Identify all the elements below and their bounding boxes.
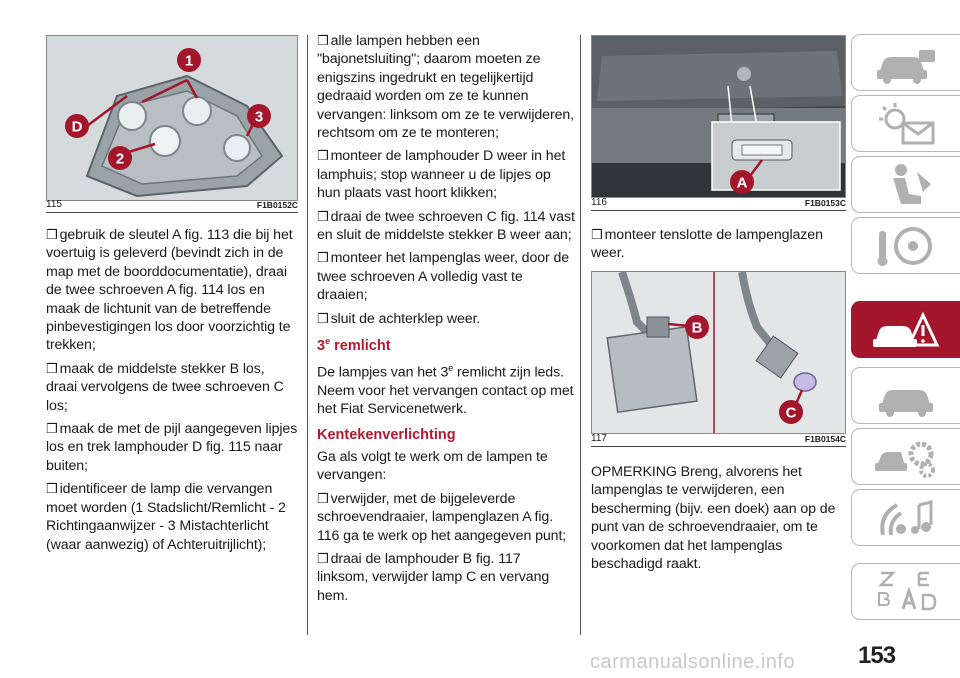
instruction-item: ❒ identificeer de lamp die vervangen moet worden (1 Stadslicht/Remlicht - 2 Richtingaanwijzer - 3 Mistachterlicht (waar aanwezig) of Achteruitrijlicht); [46, 481, 286, 553]
checkbox-bullet-icon: ❒ [317, 310, 329, 326]
figure-label-a: A [736, 174, 748, 192]
figure-115-image [46, 35, 298, 201]
figure-number: 115 [46, 199, 62, 210]
figure-label-1: 1 [184, 52, 194, 70]
figure-number: 117 [591, 433, 607, 444]
tab-warning-lights[interactable] [851, 95, 960, 152]
seat-airbag-icon [871, 162, 941, 208]
instruction-item: ❒ draai de lamphouder B fig. 117 linksom, verwijder lamp C en vervang hem. [317, 550, 550, 604]
breakdown-car-icon [871, 307, 941, 353]
figure-116-image [591, 35, 846, 198]
instruction-item: ❒ draai de twee schroeven C fig. 114 vast en sluit de middelste stekker B weer aan; [317, 208, 575, 244]
tab-starting-driving[interactable] [851, 217, 960, 274]
car-maintenance-icon [871, 373, 941, 419]
instruction-item: ❒ monteer de lamphouder D weer in het lamphuis; stop wanneer u de lipjes op hun plaats vast hoort klikken; [317, 148, 566, 202]
checkbox-bullet-icon: ❒ [317, 490, 329, 506]
figure-115-caption [46, 199, 298, 213]
tab-technical-data[interactable] [851, 428, 960, 485]
index-letters-icon [871, 569, 941, 615]
tab-safety[interactable] [851, 156, 960, 213]
column-3-note [591, 463, 846, 578]
watermark-text: carmanualsonline.info [590, 651, 796, 673]
figure-code: F1B0153C [804, 198, 846, 208]
figure-117-image [591, 271, 846, 434]
checkbox-bullet-icon: ❒ [46, 360, 58, 376]
remlicht-paragraph: De lampjes van het 3e remlicht zijn leds. Neem voor het vervangen contact op met het Fiat Servicenetwerk. [317, 362, 574, 418]
checkbox-bullet-icon: ❒ [317, 250, 329, 266]
instruction-item: ❒ monteer het lampenglas weer, door de twee schroeven A volledig vast te draaien; [317, 250, 570, 304]
figure-116-caption [591, 197, 846, 211]
checkbox-bullet-icon: ❒ [46, 421, 58, 437]
instruction-item: ❒ sluit de achterklep weer. [317, 310, 481, 327]
instruction-item: ❒ maak de middelste stekker B los, draai vervolgens de twee schroeven C los; [46, 360, 284, 414]
tab-index[interactable] [851, 563, 960, 620]
warning-light-icon [871, 101, 941, 147]
figure-label-d: D [71, 118, 83, 136]
column-divider [580, 35, 581, 635]
opmerking-note: OPMERKING Breng, alvorens het lampenglas te verwijderen, een bescherming (bijv. een doek) aan op de punt van de schroevendraaier, om te voorkomen dat het lampenglas beschadigd raakt. [591, 464, 836, 573]
car-rear-illustration [592, 36, 846, 198]
tab-multimedia[interactable] [851, 489, 960, 546]
instruction-item: ❒ monteer tenslotte de lampenglazen weer. [591, 227, 823, 262]
instruction-item: ❒ gebruik de sleutel A fig. 113 die bij het voertuig is geleverd (bevindt zich in de map met de boorddocumentatie), draai de twee schroeven A fig. 114 los en maak de lichtunit van de betreffende pinbevestigingen los door voorzichtig te trekken; [46, 227, 293, 354]
column-divider [307, 35, 308, 635]
column-2-text [317, 32, 575, 610]
checkbox-bullet-icon: ❒ [46, 227, 58, 242]
lamp-holder-bulb-illustration [592, 272, 846, 434]
column-3-top-text [591, 226, 846, 268]
figure-label-3: 3 [254, 108, 264, 126]
instruction-item: ❒ verwijder, met de bijgeleverde schroevendraaier, lampenglazen A fig. 116 ga te werk op het aangegeven punt; [317, 490, 567, 544]
chapter-tab-sidebar [851, 0, 960, 678]
lamp-holder-illustration [47, 36, 298, 201]
column-1-text [46, 226, 298, 559]
steering-key-icon [871, 223, 941, 269]
checkbox-bullet-icon: ❒ [317, 148, 329, 164]
checkbox-bullet-icon: ❒ [591, 227, 603, 242]
figure-code: F1B0152C [256, 200, 298, 210]
figure-label-2: 2 [115, 150, 125, 168]
figure-label-c: C [785, 404, 797, 422]
instruction-item: ❒ maak de met de pijl aangegeven lipjes los en trek lamphouder D fig. 115 naar buiten; [46, 421, 298, 474]
specs-gears-icon [871, 434, 941, 480]
tab-car-dashboard[interactable] [851, 34, 960, 91]
section-heading-kentekenverlichting: Kentekenverlichting [317, 426, 456, 443]
checkbox-bullet-icon: ❒ [46, 481, 58, 497]
car-dashboard-icon [871, 40, 941, 86]
tab-maintenance[interactable] [851, 367, 960, 424]
figure-number: 116 [591, 197, 607, 208]
figure-code: F1B0154C [804, 434, 846, 444]
checkbox-bullet-icon: ❒ [317, 550, 329, 566]
section-heading-remlicht: 3e remlicht [317, 336, 391, 354]
kenteken-intro: Ga als volgt te werk om de lampen te vervangen: [317, 448, 548, 484]
figure-label-b: B [691, 319, 703, 337]
instruction-item: ❒ alle lampen hebben een "bajonetsluiting"; daarom moeten ze enigszins ingedrukt en tegelijkertijd gedraaid worden om ze te kunnen vervangen: linksom om ze te verwijderen, rechtsom om ze te monteren; [317, 33, 575, 142]
tab-emergency[interactable] [851, 301, 960, 358]
checkbox-bullet-icon: ❒ [317, 33, 329, 48]
checkbox-bullet-icon: ❒ [317, 208, 329, 224]
figure-117-caption [591, 433, 846, 447]
multimedia-icon [871, 495, 941, 541]
page-number: 153 [858, 642, 896, 669]
